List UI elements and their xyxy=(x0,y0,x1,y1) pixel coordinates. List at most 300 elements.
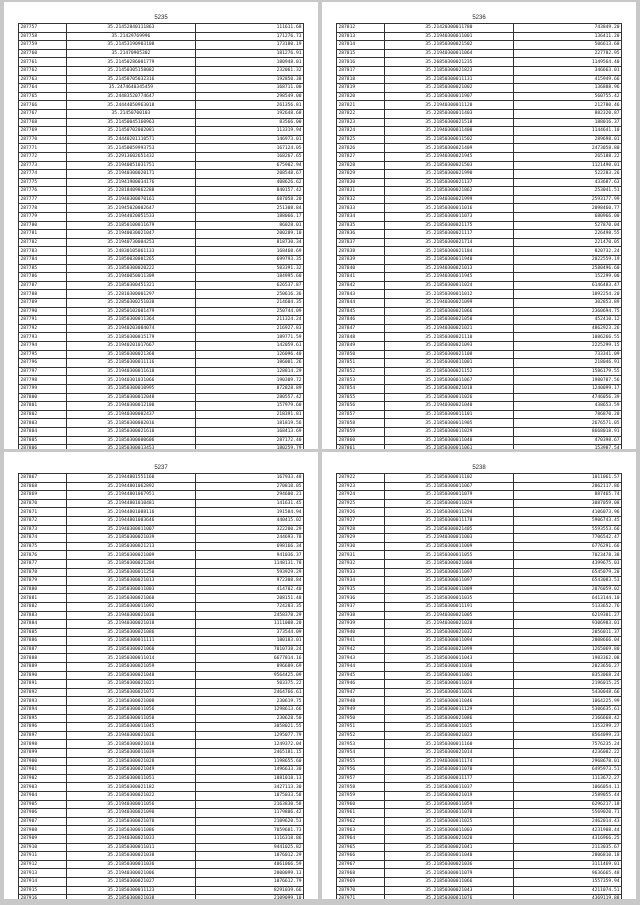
amount-cell: 221470.05 xyxy=(514,238,622,247)
row-id-cell: 287943 xyxy=(337,654,385,663)
coordinate-cell: 35.21850300021066 xyxy=(384,307,514,316)
amount-cell: 408626.62 xyxy=(196,178,304,187)
row-id-cell: 287833 xyxy=(337,204,385,213)
table-row xyxy=(19,671,304,680)
coordinate-cell: 35.21850300011001 xyxy=(384,671,514,680)
row-id-cell: 287947 xyxy=(337,688,385,697)
coordinate-cell: 35.21940300011618 xyxy=(66,367,196,376)
table-row xyxy=(19,341,304,350)
row-id-cell: 287873 xyxy=(19,525,67,534)
table-row xyxy=(337,843,622,852)
table-row xyxy=(337,723,622,732)
amount-cell: 153987.54 xyxy=(514,445,622,449)
row-id-cell: 287916 xyxy=(19,895,67,899)
row-id-cell: 287902 xyxy=(19,774,67,783)
amount-cell: 2000099.13 xyxy=(196,869,304,878)
row-id-cell: 287924 xyxy=(337,491,385,500)
amount-cell: 4061066.59 xyxy=(196,860,304,869)
table-row xyxy=(337,24,622,33)
amount-cell: 211324.24 xyxy=(196,316,304,325)
table-row xyxy=(337,273,622,282)
table-row xyxy=(19,774,304,783)
table-row xyxy=(19,66,304,75)
row-id-cell: 287803 xyxy=(19,419,67,428)
table-row xyxy=(19,92,304,101)
row-id-cell: 287934 xyxy=(337,577,385,586)
row-id-cell: 287944 xyxy=(337,663,385,672)
row-id-cell: 287872 xyxy=(19,516,67,525)
row-id-cell: 287931 xyxy=(337,551,385,560)
amount-cell: 3058021.55 xyxy=(196,723,304,732)
table-row xyxy=(19,516,304,525)
table-row xyxy=(19,525,304,534)
row-id-cell: 287791 xyxy=(19,316,67,325)
coordinate-cell: 35.21940300002437 xyxy=(66,410,196,419)
amount-cell: 244693.78 xyxy=(196,534,304,543)
amount-cell: 4236002.22 xyxy=(514,749,622,758)
amount-cell: 2008666.04 xyxy=(514,637,622,646)
row-id-cell: 287871 xyxy=(19,508,67,517)
amount-cell: 415949.66 xyxy=(514,75,622,84)
table-row xyxy=(337,427,622,436)
row-id-cell: 287774 xyxy=(19,170,67,179)
coordinate-cell: 35.21850300011940 xyxy=(384,256,514,265)
amount-cell: 2360694.75 xyxy=(514,307,622,316)
coordinate-cell: 35.21850300021862 xyxy=(384,187,514,196)
amount-cell: 593929.29 xyxy=(196,568,304,577)
row-id-cell: 287832 xyxy=(337,195,385,204)
amount-cell: 373544.09 xyxy=(196,628,304,637)
table-row xyxy=(337,359,622,368)
row-id-cell: 287829 xyxy=(337,170,385,179)
row-id-cell: 287785 xyxy=(19,264,67,273)
table-row xyxy=(337,757,622,766)
amount-cell: 2225299.15 xyxy=(514,341,622,350)
row-id-cell: 287899 xyxy=(19,749,67,758)
coordinate-cell: 35.21850300021060 xyxy=(66,594,196,603)
page-5237 xyxy=(4,452,318,899)
table-row xyxy=(337,419,622,428)
table-row xyxy=(337,66,622,75)
table-row xyxy=(19,688,304,697)
amount-cell: 128814.29 xyxy=(196,367,304,376)
row-id-cell: 287816 xyxy=(337,58,385,67)
row-id-cell: 287777 xyxy=(19,195,67,204)
coordinate-cell: 35.24440201110571 xyxy=(66,135,196,144)
amount-cell: 4746056.39 xyxy=(514,393,622,402)
amount-cell: 1075033.58 xyxy=(196,791,304,800)
row-id-cell: 287855 xyxy=(337,393,385,402)
row-id-cell: 287955 xyxy=(337,757,385,766)
amount-cell: 882320.87 xyxy=(514,109,622,118)
amount-cell: 1265069.80 xyxy=(514,645,622,654)
table-row xyxy=(19,877,304,886)
row-id-cell: 287843 xyxy=(337,290,385,299)
coordinate-cell: 35.21850300021039 xyxy=(66,534,196,543)
table-row xyxy=(337,341,622,350)
table-row xyxy=(337,221,622,230)
coordinate-cell: 35.22850300011403 xyxy=(384,109,514,118)
coordinate-cell: 35.21850300011051 xyxy=(66,774,196,783)
table-row xyxy=(19,75,304,84)
amount-cell: 1295077.79 xyxy=(196,731,304,740)
coordinate-cell: 35.21940300021021 xyxy=(384,324,514,333)
row-id-cell: 287854 xyxy=(337,384,385,393)
row-id-cell: 287929 xyxy=(337,534,385,543)
table-row xyxy=(337,766,622,775)
amount-cell: 1064225.99 xyxy=(514,697,622,706)
table-row xyxy=(19,256,304,265)
amount-cell: 8353068.24 xyxy=(514,671,622,680)
row-id-cell: 287889 xyxy=(19,663,67,672)
row-id-cell: 287942 xyxy=(337,645,385,654)
row-id-cell: 287887 xyxy=(19,645,67,654)
table-row xyxy=(337,671,622,680)
row-id-cell: 287801 xyxy=(19,402,67,411)
row-id-cell: 287781 xyxy=(19,230,67,239)
table-row xyxy=(337,774,622,783)
page-number: 5237 xyxy=(154,465,168,471)
row-id-cell: 287835 xyxy=(337,221,385,230)
table-row xyxy=(19,427,304,436)
row-id-cell: 287882 xyxy=(19,602,67,611)
coordinate-cell: 35.21940300021006 xyxy=(66,869,196,878)
row-id-cell: 287784 xyxy=(19,256,67,265)
coordinate-cell: 35.21850300021086 xyxy=(384,714,514,723)
row-id-cell: 287926 xyxy=(337,508,385,517)
table-row xyxy=(337,594,622,603)
table-row xyxy=(19,299,304,308)
coordinate-cell: 35.21940300011400 xyxy=(384,127,514,136)
coordinate-cell: 35.21850300021038 xyxy=(66,895,196,899)
row-id-cell: 287948 xyxy=(337,697,385,706)
coordinate-cell: 35.21940300021030 xyxy=(66,611,196,620)
row-id-cell: 287821 xyxy=(337,101,385,110)
table-row xyxy=(337,256,622,265)
row-id-cell: 287857 xyxy=(337,410,385,419)
row-id-cell: 287951 xyxy=(337,723,385,732)
row-id-cell: 287900 xyxy=(19,757,67,766)
row-id-cell: 287792 xyxy=(19,324,67,333)
row-id-cell: 287941 xyxy=(337,637,385,646)
coordinate-cell: 35.21850300451321 xyxy=(66,281,196,290)
row-id-cell: 287778 xyxy=(19,204,67,213)
coordinate-cell: 35.21940300021026 xyxy=(66,731,196,740)
amount-cell: 2196015.25 xyxy=(514,680,622,689)
table-row xyxy=(337,384,622,393)
amount-cell: 1249372.04 xyxy=(196,740,304,749)
coordinate-cell: 35.21850300011003 xyxy=(384,826,514,835)
coordinate-cell: 35.21850300011129 xyxy=(384,706,514,715)
page-5235 xyxy=(4,2,318,449)
table-row xyxy=(19,628,304,637)
table-row xyxy=(337,680,622,689)
coordinate-cell: 35.21450700103 xyxy=(66,109,196,118)
table-row xyxy=(19,213,304,222)
coordinate-cell: 35.21850300011102 xyxy=(384,474,514,483)
amount-cell: 2109099.10 xyxy=(196,895,304,899)
row-id-cell: 287775 xyxy=(19,178,67,187)
row-id-cell: 287820 xyxy=(337,92,385,101)
row-id-cell: 287901 xyxy=(19,766,67,775)
amount-cell: 5593553.66 xyxy=(514,525,622,534)
amount-cell: 289698.01 xyxy=(514,135,622,144)
row-id-cell: 287757 xyxy=(19,24,67,33)
table-row xyxy=(19,749,304,758)
amount-cell: 452410.12 xyxy=(514,316,622,325)
row-id-cell: 287787 xyxy=(19,281,67,290)
coordinate-cell: 35.21941900034176 xyxy=(66,178,196,187)
amount-cell: 1111008.20 xyxy=(196,620,304,629)
coordinate-cell: 35.21450045160963 xyxy=(66,118,196,127)
coordinate-cell: 35.21850300011101 xyxy=(384,410,514,419)
amount-cell: 698166.34 xyxy=(196,542,304,551)
table-row xyxy=(19,273,304,282)
coordinate-cell: 35.21850300021072 xyxy=(66,688,196,697)
page-number: 5238 xyxy=(472,465,486,471)
coordinate-cell: 35.21850300021049 xyxy=(66,766,196,775)
table-row xyxy=(337,170,622,179)
table-row xyxy=(337,895,622,899)
table-row xyxy=(19,602,304,611)
coordinate-cell: 35.21940301031066 xyxy=(66,376,196,385)
coordinate-cell: 35.21850300021368 xyxy=(66,350,196,359)
row-id-cell: 287768 xyxy=(19,118,67,127)
amount-cell: 168267.65 xyxy=(196,152,304,161)
row-id-cell: 287794 xyxy=(19,341,67,350)
table-row xyxy=(337,869,622,878)
amount-cell: 251308.84 xyxy=(196,204,304,213)
amount-cell: 1076612.79 xyxy=(196,877,304,886)
row-id-cell: 287782 xyxy=(19,238,67,247)
amount-cell: 7023478.38 xyxy=(514,551,622,560)
row-id-cell: 287881 xyxy=(19,594,67,603)
amount-cell: 2465181.15 xyxy=(196,749,304,758)
amount-cell: 2163830.58 xyxy=(196,800,304,809)
table-row xyxy=(19,534,304,543)
coordinate-cell: 35.21940300011174 xyxy=(384,757,514,766)
coordinate-cell: 35.21850300021070 xyxy=(66,817,196,826)
coordinate-cell: 35.21429769996 xyxy=(66,32,196,41)
coordinate-cell: 35.21944801088116 xyxy=(66,508,196,517)
coordinate-cell: 35.21940300011945 xyxy=(384,273,514,282)
amount-cell: 887465.74 xyxy=(514,491,622,500)
coordinate-cell: 35.21940300011003 xyxy=(384,534,514,543)
coordinate-cell: 35.21850300011094 xyxy=(384,637,514,646)
coordinate-cell: 35.21850300021059 xyxy=(66,663,196,672)
row-id-cell: 287779 xyxy=(19,213,67,222)
row-id-cell: 287867 xyxy=(19,474,67,483)
coordinate-cell: 35.21850300011003 xyxy=(66,585,196,594)
amount-cell: 2098460.77 xyxy=(514,204,622,213)
amount-cell: 142059.61 xyxy=(196,341,304,350)
amount-cell: 2166668.42 xyxy=(514,714,622,723)
amount-cell: 9441025.82 xyxy=(196,843,304,852)
row-id-cell: 287967 xyxy=(337,860,385,869)
table-row xyxy=(19,654,304,663)
table-row xyxy=(19,170,304,179)
coordinate-cell: 35.21850300021502 xyxy=(384,41,514,50)
table-row xyxy=(19,58,304,67)
row-id-cell: 287884 xyxy=(19,620,67,629)
coordinate-cell: 35.21850300011079 xyxy=(384,869,514,878)
coordinate-cell: 35.21850300011025 xyxy=(384,817,514,826)
table-row xyxy=(19,869,304,878)
coordinate-cell: 35.21850300011026 xyxy=(384,393,514,402)
amount-cell: 4399675.03 xyxy=(514,559,622,568)
table-row xyxy=(337,852,622,861)
coordinate-cell: 35.22818409862288 xyxy=(66,187,196,196)
row-id-cell: 287895 xyxy=(19,714,67,723)
row-id-cell: 287925 xyxy=(337,499,385,508)
amount-cell: 230619.75 xyxy=(196,697,304,706)
table-row xyxy=(337,84,622,93)
coordinate-cell: 35.21940300011120 xyxy=(384,101,514,110)
amount-cell: 3427113.30 xyxy=(196,783,304,792)
amount-cell: 2464766.61 xyxy=(196,688,304,697)
table-row xyxy=(19,611,304,620)
table-row xyxy=(337,41,622,50)
table-row xyxy=(337,499,622,508)
amount-cell: 167124.05 xyxy=(196,144,304,153)
coordinate-cell: 35.21850300021027 xyxy=(66,877,196,886)
table-row xyxy=(337,628,622,637)
coordinate-cell: 35.21850300021032 xyxy=(384,628,514,637)
row-id-cell: 287799 xyxy=(19,384,67,393)
row-id-cell: 287914 xyxy=(19,877,67,886)
amount-cell: 1113672.27 xyxy=(514,774,622,783)
coordinate-cell: 35.21850300021050 xyxy=(384,316,514,325)
row-id-cell: 287845 xyxy=(337,307,385,316)
table-row xyxy=(19,706,304,715)
amount-cell: 8564099.23 xyxy=(514,731,622,740)
row-id-cell: 287772 xyxy=(19,152,67,161)
coordinate-cell: 35.21850300021036 xyxy=(384,860,514,869)
amount-cell: 6219301.27 xyxy=(514,611,622,620)
coordinate-cell: 35.21940300011001 xyxy=(384,32,514,41)
table-row xyxy=(19,860,304,869)
table-row xyxy=(337,135,622,144)
row-id-cell: 287945 xyxy=(337,671,385,680)
coordinate-cell: 35.21450702002081 xyxy=(66,127,196,136)
row-id-cell: 287759 xyxy=(19,41,67,50)
coordinate-cell: 35.21850300011086 xyxy=(66,826,196,835)
amount-cell: 181276.91 xyxy=(196,49,304,58)
coordinate-cell: 35.21850300011045 xyxy=(66,723,196,732)
table-row xyxy=(337,706,622,715)
coordinate-cell: 35.21850300011294 xyxy=(384,508,514,517)
coordinate-cell: 35.21850300011055 xyxy=(384,551,514,560)
row-id-cell: 287844 xyxy=(337,299,385,308)
amount-cell: 5906743.45 xyxy=(514,516,622,525)
table-row xyxy=(337,436,622,445)
row-id-cell: 287937 xyxy=(337,602,385,611)
row-id-cell: 287773 xyxy=(19,161,67,170)
amount-cell: 1557359.94 xyxy=(514,877,622,886)
amount-cell: 1076012.29 xyxy=(196,852,304,861)
table-row xyxy=(19,594,304,603)
amount-cell: 1198655.60 xyxy=(196,757,304,766)
coordinate-cell: 35.21850300021038 xyxy=(66,852,196,861)
row-id-cell: 287806 xyxy=(19,445,67,449)
amount-cell: 188066.17 xyxy=(196,213,304,222)
row-id-cell: 287897 xyxy=(19,731,67,740)
table-row xyxy=(19,663,304,672)
amount-cell: 2076059.02 xyxy=(514,585,622,594)
amount-cell: 200289.10 xyxy=(196,230,304,239)
amount-cell: 820732.24 xyxy=(514,247,622,256)
coordinate-cell: 35.21850300021021 xyxy=(66,680,196,689)
row-id-cell: 287825 xyxy=(337,135,385,144)
coordinate-cell: 35.26850300021235 xyxy=(384,58,514,67)
row-id-cell: 287923 xyxy=(337,482,385,491)
coordinate-cell: 35.21470905302 xyxy=(66,49,196,58)
row-id-cell: 287786 xyxy=(19,273,67,282)
coordinate-cell: 35.22810300001297 xyxy=(66,290,196,299)
amount-cell: 626537.87 xyxy=(196,281,304,290)
amount-cell: 4231908.44 xyxy=(514,826,622,835)
amount-cell: 2580496.60 xyxy=(514,264,622,273)
coordinate-cell: 35.21940300011064 xyxy=(384,49,514,58)
row-id-cell: 287858 xyxy=(337,419,385,428)
amount-cell: 346663.01 xyxy=(514,66,622,75)
amount-cell: 5569020.71 xyxy=(514,809,622,818)
row-id-cell: 287830 xyxy=(337,178,385,187)
table-row xyxy=(19,402,304,411)
amount-cell: 136888.96 xyxy=(514,84,622,93)
coordinate-cell: 35.21850300021018 xyxy=(384,384,514,393)
data-table xyxy=(336,23,622,449)
amount-cell: 216927.83 xyxy=(196,324,304,333)
amount-cell: 253041.51 xyxy=(514,187,622,196)
amount-cell: 7706542.47 xyxy=(514,534,622,543)
table-row xyxy=(19,32,304,41)
page-number: 5236 xyxy=(472,15,486,21)
amount-cell: 180183.01 xyxy=(196,637,304,646)
table-row xyxy=(337,714,622,723)
row-id-cell: 287770 xyxy=(19,135,67,144)
amount-cell: 230628.50 xyxy=(196,714,304,723)
amount-cell: 941036.37 xyxy=(196,551,304,560)
coordinate-cell: 35.21940051031751 xyxy=(66,161,196,170)
amount-cell: 152299.00 xyxy=(514,273,622,282)
amount-cell: 146973.01 xyxy=(196,135,304,144)
amount-cell: 2473058.80 xyxy=(514,144,622,153)
coordinate-cell: 35.21940203004074 xyxy=(66,324,196,333)
amount-cell: 896689.69 xyxy=(196,663,304,672)
table-row xyxy=(19,221,304,230)
amount-cell: 136411.20 xyxy=(514,32,622,41)
amount-cell: 298549.00 xyxy=(196,92,304,101)
row-id-cell: 287790 xyxy=(19,307,67,316)
table-row xyxy=(19,118,304,127)
row-id-cell: 287896 xyxy=(19,723,67,732)
table-row xyxy=(337,247,622,256)
amount-cell: 9636665.48 xyxy=(514,869,622,878)
row-id-cell: 287964 xyxy=(337,834,385,843)
coordinate-cell: 35.21944801067951 xyxy=(66,491,196,500)
row-id-cell: 287767 xyxy=(19,109,67,118)
amount-cell: 872828.89 xyxy=(196,384,304,393)
table-row xyxy=(19,436,304,445)
row-id-cell: 287905 xyxy=(19,800,67,809)
row-id-cell: 287910 xyxy=(19,843,67,852)
coordinate-cell: 35.21850300011111 xyxy=(66,637,196,646)
row-id-cell: 287824 xyxy=(337,127,385,136)
coordinate-cell: 35.21850300021137 xyxy=(384,178,514,187)
table-row xyxy=(337,568,622,577)
coordinate-cell: 35.21850300011079 xyxy=(384,491,514,500)
